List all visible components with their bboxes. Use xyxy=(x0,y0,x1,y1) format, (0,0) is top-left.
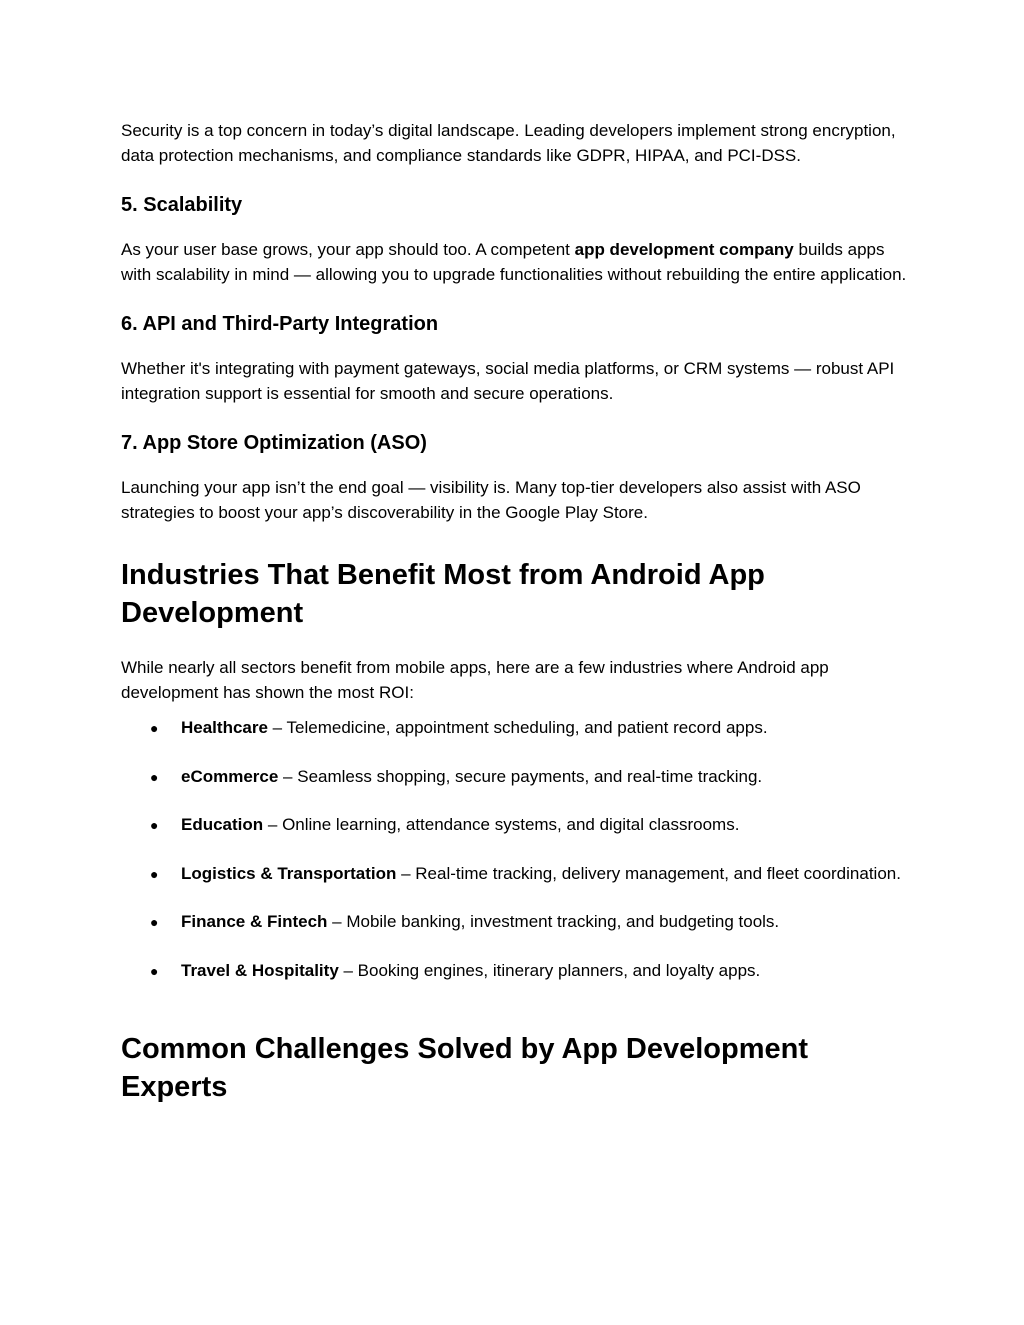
industry-name: Travel & Hospitality xyxy=(181,960,339,980)
aso-paragraph: Launching your app isn’t the end goal — visibility is. Many top-tier developers also assist with ASO strategies to boost your app’s discoverability in the Google Play Store. xyxy=(121,478,861,522)
list-item xyxy=(121,765,911,790)
scalability-text-before: As your user base grows, your app should too. A competent xyxy=(121,240,575,259)
industry-desc: – Seamless shopping, secure payments, and real-time tracking. xyxy=(278,766,763,786)
industry-name: Education xyxy=(181,815,264,834)
aso-heading: 7. App Store Optimization (ASO) xyxy=(121,432,427,454)
list-item xyxy=(121,959,911,984)
security-paragraph: Security is a top concern in today’s digital landscape. Leading developers implement strong encryption, data protection mechanisms, and compliance standards like GDPR, HIPAA, and PCI-DSS. xyxy=(121,121,896,165)
industry-name: eCommerce xyxy=(181,766,279,786)
list-item xyxy=(121,716,911,741)
bullet-icon: ● xyxy=(150,720,159,736)
industry-name: Logistics & Transportation xyxy=(181,863,397,883)
api-paragraph: Whether it's integrating with payment gateways, social media platforms, or CRM systems — robust API integration support is essential for smooth and secure operations. xyxy=(121,359,895,403)
industry-desc: – Real-time tracking, delivery management, and fleet coordination. xyxy=(396,863,901,883)
industries-heading: Industries That Benefit Most from Android App Development xyxy=(121,559,765,629)
bullet-icon: ● xyxy=(150,914,159,930)
industries-intro: While nearly all sectors benefit from mobile apps, here are a few industries where Android app development has shown the most ROI: xyxy=(121,658,829,702)
bullet-icon: ● xyxy=(150,865,159,882)
api-heading: 6. API and Third-Party Integration xyxy=(121,313,439,335)
list-item xyxy=(121,862,911,887)
industry-desc: – Mobile banking, investment tracking, and budgeting tools. xyxy=(327,912,780,931)
scalability-bold-phrase: app development company xyxy=(574,240,794,259)
bullet-icon: ● xyxy=(150,962,159,979)
document-page xyxy=(121,119,911,1106)
industry-desc: – Booking engines, itinerary planners, and loyalty apps. xyxy=(338,960,761,980)
industry-name: Healthcare xyxy=(181,718,268,737)
scalability-heading: 5. Scalability xyxy=(121,194,243,216)
challenges-heading: Common Challenges Solved by App Development Experts xyxy=(121,1033,808,1103)
bullet-icon: ● xyxy=(150,768,159,785)
industry-desc: – Telemedicine, appointment scheduling, and patient record apps. xyxy=(267,718,768,737)
industry-name: Finance & Fintech xyxy=(181,912,328,931)
list-item xyxy=(121,813,911,838)
industry-desc: – Online learning, attendance systems, and digital classrooms. xyxy=(263,815,740,834)
list-item xyxy=(121,910,911,935)
scalability-text-after: builds apps with scalability in mind — allowing you to upgrade functionalities without rebuilding the entire application. xyxy=(121,240,907,284)
scalability-paragraph xyxy=(121,238,911,287)
industries-list xyxy=(121,716,911,983)
bullet-icon: ● xyxy=(150,817,159,833)
